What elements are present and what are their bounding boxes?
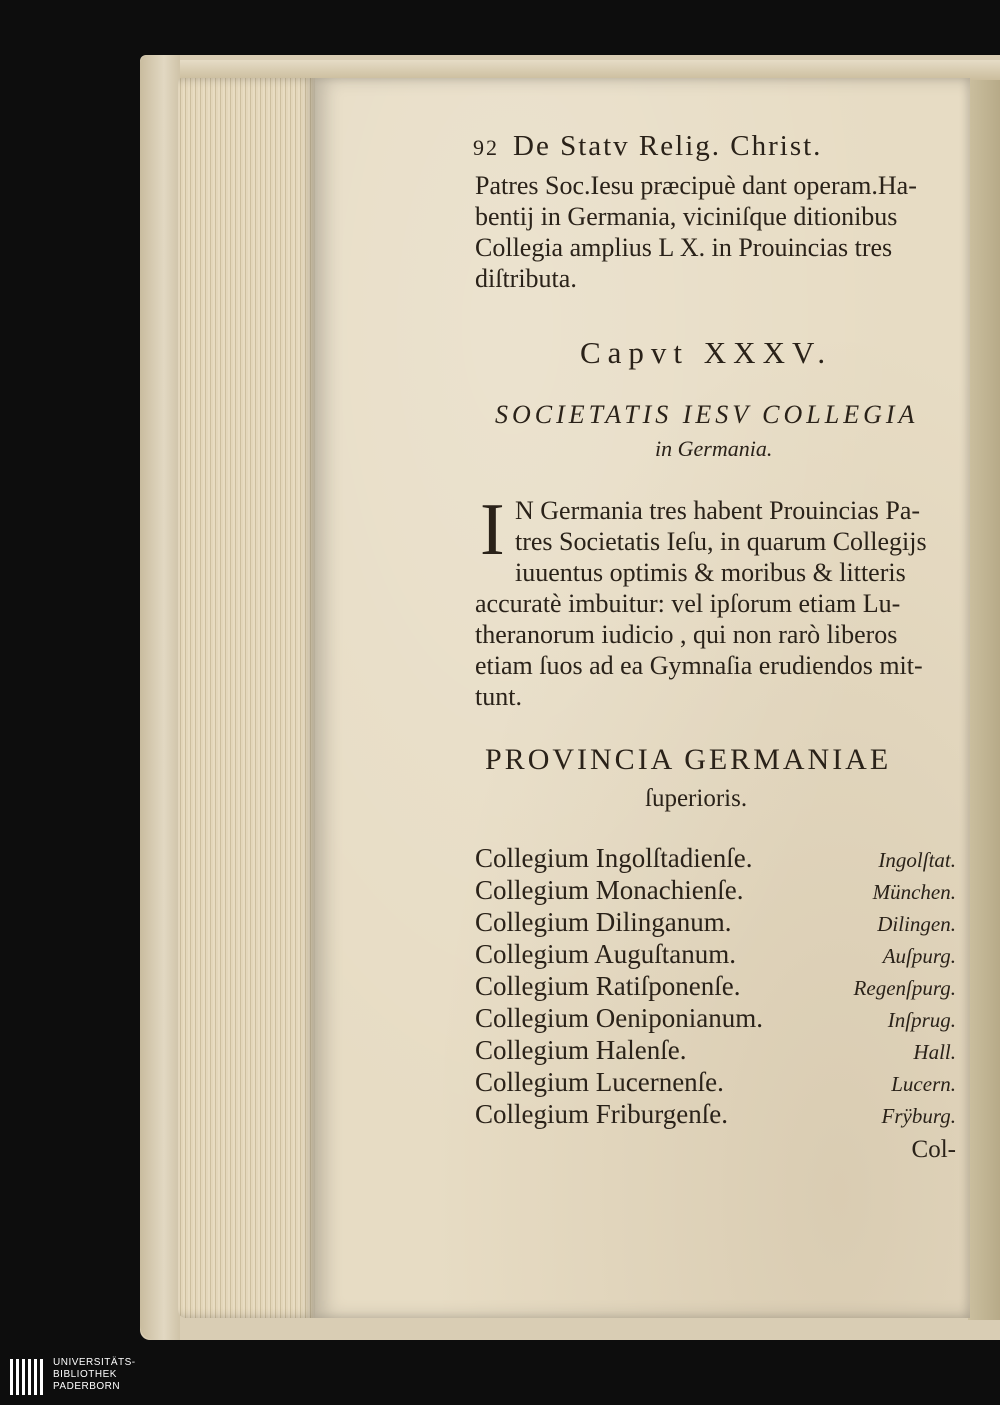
logo-text [53,1357,136,1393]
college-name: Collegium Monachienſe. [475,875,744,905]
college-city: München. [872,880,956,904]
drop-cap: I [480,489,505,571]
province-subheading: ſuperioris. [645,785,748,812]
college-name: Collegium Dilinganum. [475,907,732,937]
paragraph-line: accuratè imbuitur: vel ipſorum etiam Lu- [475,589,901,618]
paragraph-line: theranorum iudicio , qui non rarò liberos [475,620,898,649]
college-city: Auſpurg. [882,944,956,968]
college-name: Collegium Oeniponianum. [475,1003,763,1033]
book-page [315,78,970,1318]
college-city: Regenſpurg. [853,976,956,1000]
college-city: Frÿburg. [881,1104,956,1128]
paragraph-line: tunt. [475,682,522,711]
library-logo [10,1357,150,1397]
intro-line: diſtributa. [475,264,577,293]
page-stack [178,78,316,1318]
paragraph-line: etiam ſuos ad ea Gymnaſia erudiendos mit- [475,651,923,680]
college-name: Collegium Ingolſtadienſe. [475,843,753,873]
province-heading: PROVINCIA GERMANIAE [485,743,892,776]
intro-line: Patres Soc.Iesu præcipuè dant operam.Ha- [475,171,917,200]
paragraph-line: iuuentus optimis & moribus & litteris [515,558,906,587]
paragraph-line: tres Societatis Ieſu, in quarum Collegijs [515,527,927,556]
college-city: Inſprug. [887,1008,956,1032]
intro-line: Collegia amplius L X. in Prouincias tres [475,233,893,262]
college-name: Collegium Ratiſponenſe. [475,971,741,1001]
college-name: Collegium Friburgenſe. [475,1099,728,1129]
paragraph-line: N Germania tres habent Prouincias Pa- [515,496,921,525]
college-name: Collegium Lucernenſe. [475,1067,724,1097]
college-city: Lucern. [891,1072,956,1096]
college-name: Collegium Auguſtanum. [475,939,736,969]
intro-line: bentij in Germania, viciniſque ditionibus [475,202,898,231]
logo-line: BIBLIOTHEK [53,1369,117,1380]
book-top-edge [180,60,1000,80]
section-title: SOCIETATIS IESV COLLEGIA [495,400,919,429]
college-city: Ingolſtat. [878,848,956,872]
logo-line: PADERBORN [53,1381,121,1392]
college-city: Dilingen. [877,912,956,936]
catchword: Col- [911,1136,956,1163]
logo-line: UNIVERSITÄTS- [53,1357,136,1368]
chapter-heading: Capvt XXXV. [580,335,833,370]
next-page-edge [968,80,1000,1320]
logo-bars-icon [10,1359,46,1395]
page-number: 92 [473,135,499,160]
college-name: Collegium Halenſe. [475,1035,687,1065]
college-city: Hall. [913,1040,956,1064]
running-title: De Statv Relig. Christ. [513,130,823,162]
book-cover-edge [140,55,180,1340]
section-subtitle: in Germania. [655,436,773,461]
running-header [473,130,822,163]
